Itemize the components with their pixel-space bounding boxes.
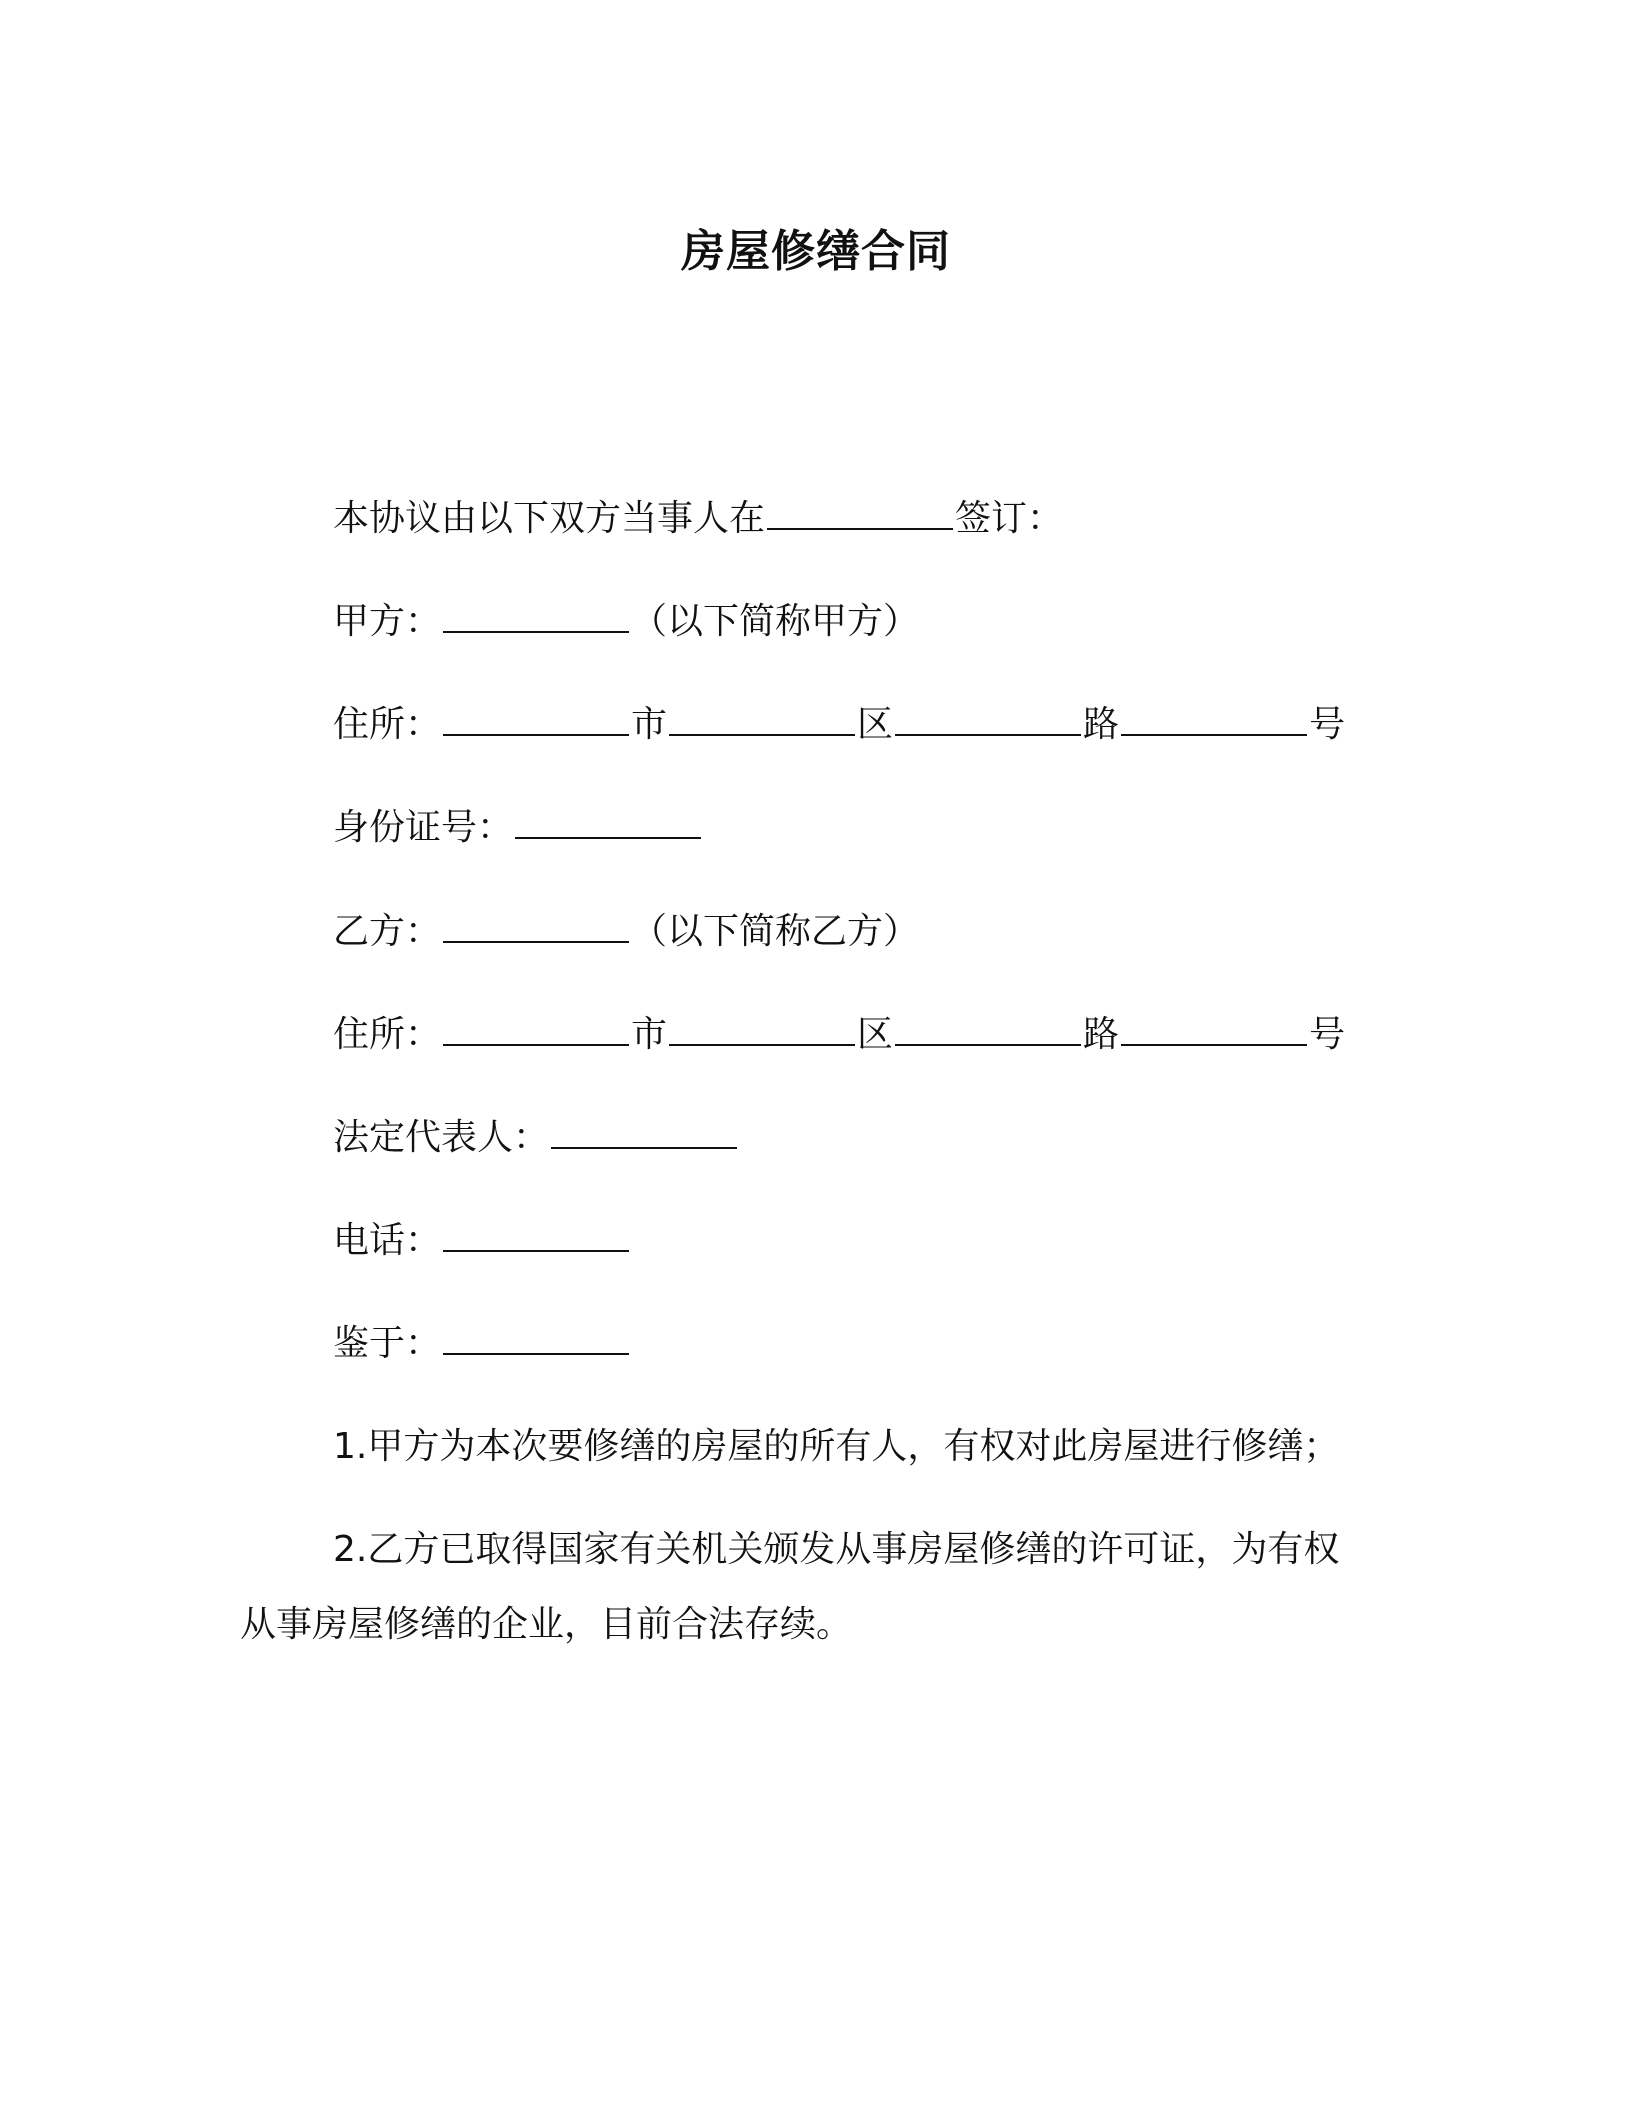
party-b-label: 乙方：	[333, 911, 442, 952]
address-b-label: 住所：	[333, 1014, 442, 1055]
intro-line	[333, 494, 1063, 544]
address-a-number: 号	[1309, 704, 1346, 745]
legal-rep-line	[333, 1113, 739, 1163]
document-title: 房屋修缮合同	[681, 226, 951, 277]
address-a-city-blank	[443, 700, 629, 736]
address-b-number: 号	[1309, 1014, 1346, 1055]
phone-blank	[443, 1216, 629, 1252]
legal-rep-label: 法定代表人：	[333, 1117, 550, 1158]
address-b-city-blank	[443, 1010, 629, 1046]
address-b-district: 区	[857, 1014, 894, 1055]
whereas-blank	[443, 1319, 629, 1355]
address-a-district: 区	[857, 704, 894, 745]
address-a-city: 市	[631, 704, 668, 745]
address-a-label: 住所：	[333, 704, 442, 745]
address-b-road: 路	[1083, 1014, 1120, 1055]
address-a-number-blank	[1121, 700, 1307, 736]
address-b-line	[333, 1010, 1345, 1060]
address-b-city: 市	[631, 1014, 668, 1055]
party-a-label: 甲方：	[333, 601, 442, 642]
address-a-road-blank	[895, 700, 1081, 736]
clause-2: 2.乙方已取得国家有关机关颁发从事房屋修缮的许可证，为有权从事房屋修缮的企业，目前合法存续。	[240, 1529, 1340, 1645]
intro-text: 本协议由以下双方当事人在	[333, 498, 766, 539]
party-b-blank	[443, 907, 629, 943]
address-b-road-blank	[895, 1010, 1081, 1046]
party-b-suffix: （以下简称乙方）	[631, 911, 920, 952]
address-a-district-blank	[669, 700, 855, 736]
whereas-label: 鉴于：	[333, 1323, 442, 1364]
id-number-line	[333, 803, 703, 853]
phone-label: 电话：	[333, 1220, 442, 1261]
intro-text-end: 签订：	[955, 498, 1064, 539]
id-number-blank	[515, 803, 701, 839]
clause-1: 1.甲方为本次要修缮的房屋的所有人，有权对此房屋进行修缮；	[333, 1426, 1340, 1467]
whereas-line	[333, 1319, 631, 1369]
party-b-line	[333, 907, 919, 957]
address-a-line	[333, 700, 1345, 750]
phone-line	[333, 1216, 631, 1266]
party-a-suffix: （以下简称甲方）	[631, 601, 920, 642]
party-a-blank	[443, 597, 629, 633]
party-a-line	[333, 597, 919, 647]
legal-rep-blank	[551, 1113, 737, 1149]
address-b-district-blank	[669, 1010, 855, 1046]
address-b-number-blank	[1121, 1010, 1307, 1046]
signing-place-blank	[767, 494, 953, 530]
id-number-label: 身份证号：	[333, 807, 514, 848]
address-a-road: 路	[1083, 704, 1120, 745]
